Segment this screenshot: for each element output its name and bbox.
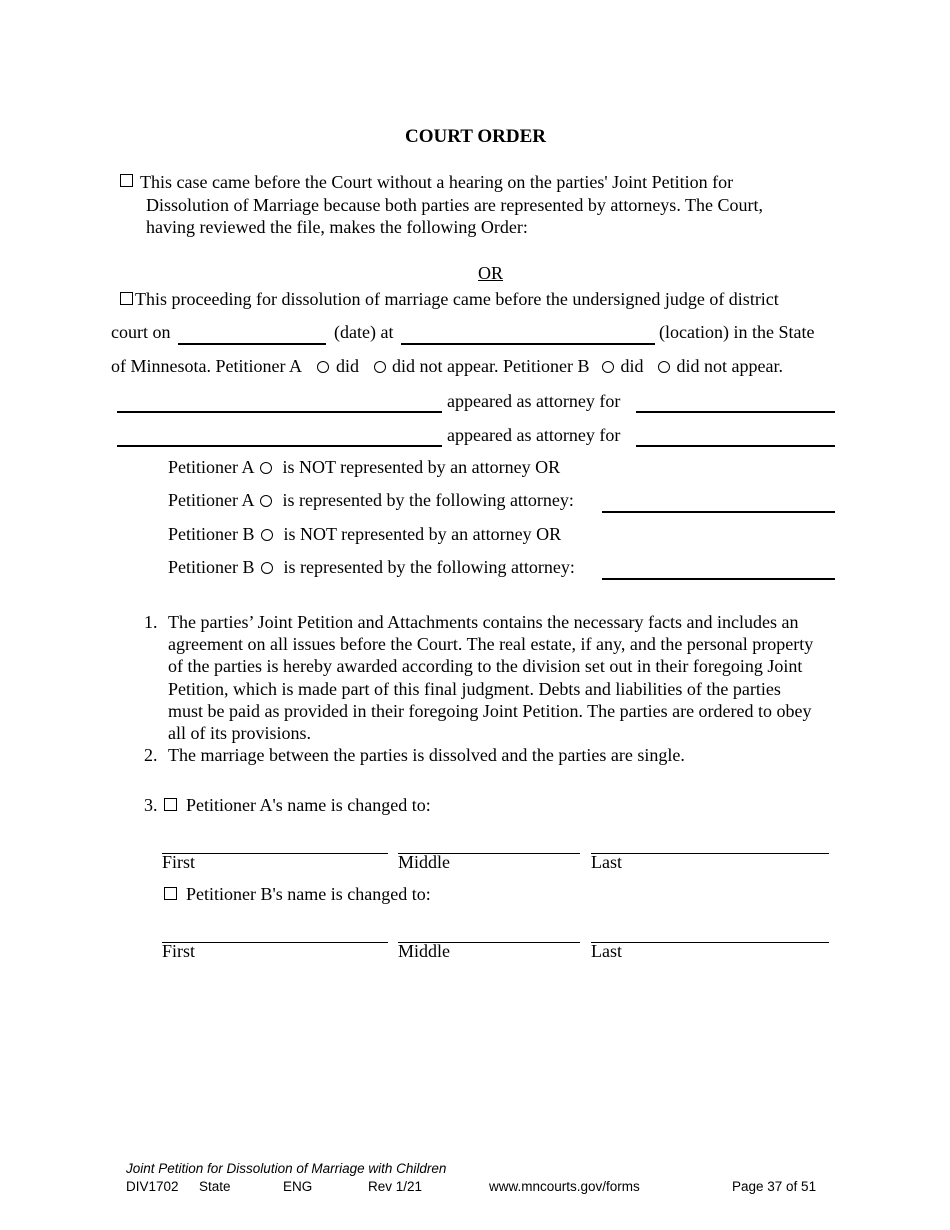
rep-text: is NOT represented by an attorney OR	[283, 524, 562, 544]
rep-petitioner: Petitioner B	[168, 557, 255, 577]
rep-row-b-yes	[168, 556, 575, 578]
order-2-number: 2.	[144, 745, 158, 765]
footer-form-code: DIV1702	[126, 1179, 179, 1194]
rep-row-a-not	[168, 456, 560, 478]
petitioner-a-represented-radio[interactable]	[260, 495, 272, 507]
petitioner-b-first-name-field[interactable]	[162, 942, 388, 943]
hearing-waived-checkbox[interactable]	[120, 174, 133, 187]
or-label: OR	[478, 263, 504, 283]
petitioner-a-did-radio[interactable]	[317, 361, 329, 373]
option1-line3: having reviewed the file, makes the following Order:	[146, 217, 528, 237]
rep-petitioner: Petitioner A	[168, 457, 254, 477]
order-1-line: The parties’ Joint Petition and Attachments contains the necessary facts and includes an	[168, 612, 799, 632]
appearance-line	[111, 355, 783, 377]
rep-row-b-not	[168, 523, 561, 545]
footer-form-title: Joint Petition for Dissolution of Marriage with Children	[126, 1161, 447, 1176]
petitioner-b-represented-radio[interactable]	[261, 562, 273, 574]
of-minnesota-text: of Minnesota. Petitioner A	[111, 356, 301, 376]
rep-row-a-yes	[168, 489, 574, 511]
footer-revision: Rev 1/21	[368, 1179, 423, 1194]
petitioner-a-first-name-field[interactable]	[162, 853, 388, 854]
petitioner-a-last-name-field[interactable]	[591, 853, 829, 854]
petitioner-b-not-represented-radio[interactable]	[261, 529, 273, 541]
attorney2-client-field[interactable]	[636, 445, 835, 447]
page-title: COURT ORDER	[405, 126, 546, 147]
did-label: did	[335, 356, 359, 376]
petitioner-b-name-change-label: Petitioner B's name is changed to:	[186, 884, 431, 904]
petitioner-b-did-not-radio[interactable]	[658, 361, 670, 373]
middle-label: Middle	[398, 941, 450, 961]
first-label: First	[162, 941, 196, 961]
middle-label: Middle	[398, 852, 450, 872]
order-1-number: 1.	[144, 612, 158, 632]
order-1-line: Petition, which is made part of this final judgment. Debts and liabilities of the parties	[168, 678, 781, 699]
petitioner-b-name-change-checkbox[interactable]	[164, 887, 177, 900]
order-1-line: agreement on all issues before the Court. The real estate, if any, and the personal property	[168, 634, 814, 655]
did-not-label: did not appear. Petitioner B	[392, 356, 590, 376]
footer-language: ENG	[283, 1179, 313, 1194]
petitioner-a-name-change-checkbox[interactable]	[164, 798, 177, 811]
petitioner-b-attorney-field[interactable]	[602, 578, 835, 580]
footer-jurisdiction: State	[199, 1179, 231, 1194]
court-on-label: court on	[111, 322, 171, 342]
order-1-line: must be paid as provided in their foregoing Joint Petition. The parties are ordered to obey	[168, 700, 812, 721]
rep-text: is represented by the following attorney:	[283, 557, 575, 577]
did-label-b: did	[620, 356, 644, 376]
attorney1-label: appeared as attorney for	[447, 391, 621, 411]
order-1-line: of the parties is hereby awarded according to the division set out in their foregoing Joint	[168, 656, 803, 677]
footer-website: www.mncourts.gov/forms	[489, 1179, 640, 1194]
last-label: Last	[591, 852, 622, 872]
rep-petitioner: Petitioner B	[168, 524, 255, 544]
petitioner-b-last-name-field[interactable]	[591, 942, 829, 943]
did-not-label-b: did not appear.	[676, 356, 783, 376]
petitioner-a-not-represented-radio[interactable]	[260, 462, 272, 474]
rep-text: is NOT represented by an attorney OR	[282, 457, 561, 477]
date-at-label: (date) at	[334, 322, 394, 342]
attorney1-client-field[interactable]	[636, 411, 835, 413]
hearing-held-checkbox[interactable]	[120, 292, 133, 305]
option1-line1: This case came before the Court without a hearing on the parties' Joint Petition for	[140, 172, 734, 192]
rep-petitioner: Petitioner A	[168, 490, 254, 510]
attorney1-name-field[interactable]	[117, 411, 442, 413]
order-1-line: all of its provisions.	[168, 723, 311, 744]
petitioner-a-attorney-field[interactable]	[602, 511, 835, 513]
petitioner-b-did-radio[interactable]	[602, 361, 614, 373]
order-2-text: The marriage between the parties is dissolved and the parties are single.	[168, 745, 685, 765]
order-1-text	[168, 611, 848, 744]
footer-page-number: Page 37 of 51	[732, 1179, 817, 1194]
location-label: (location) in the State	[659, 322, 815, 342]
order-3-number: 3.	[144, 795, 158, 815]
attorney2-label: appeared as attorney for	[447, 425, 621, 445]
rep-text: is represented by the following attorney:	[282, 490, 574, 510]
hearing-location-field[interactable]	[401, 343, 655, 345]
last-label: Last	[591, 941, 622, 961]
first-label: First	[162, 852, 196, 872]
attorney2-name-field[interactable]	[117, 445, 442, 447]
hearing-date-field[interactable]	[178, 343, 326, 345]
option1-line2: Dissolution of Marriage because both parties are represented by attorneys. The Court,	[146, 195, 763, 215]
option2-line1: This proceeding for dissolution of marriage came before the undersigned judge of district	[135, 289, 779, 309]
petitioner-a-name-change-label: Petitioner A's name is changed to:	[186, 795, 431, 815]
petitioner-a-did-not-radio[interactable]	[374, 361, 386, 373]
